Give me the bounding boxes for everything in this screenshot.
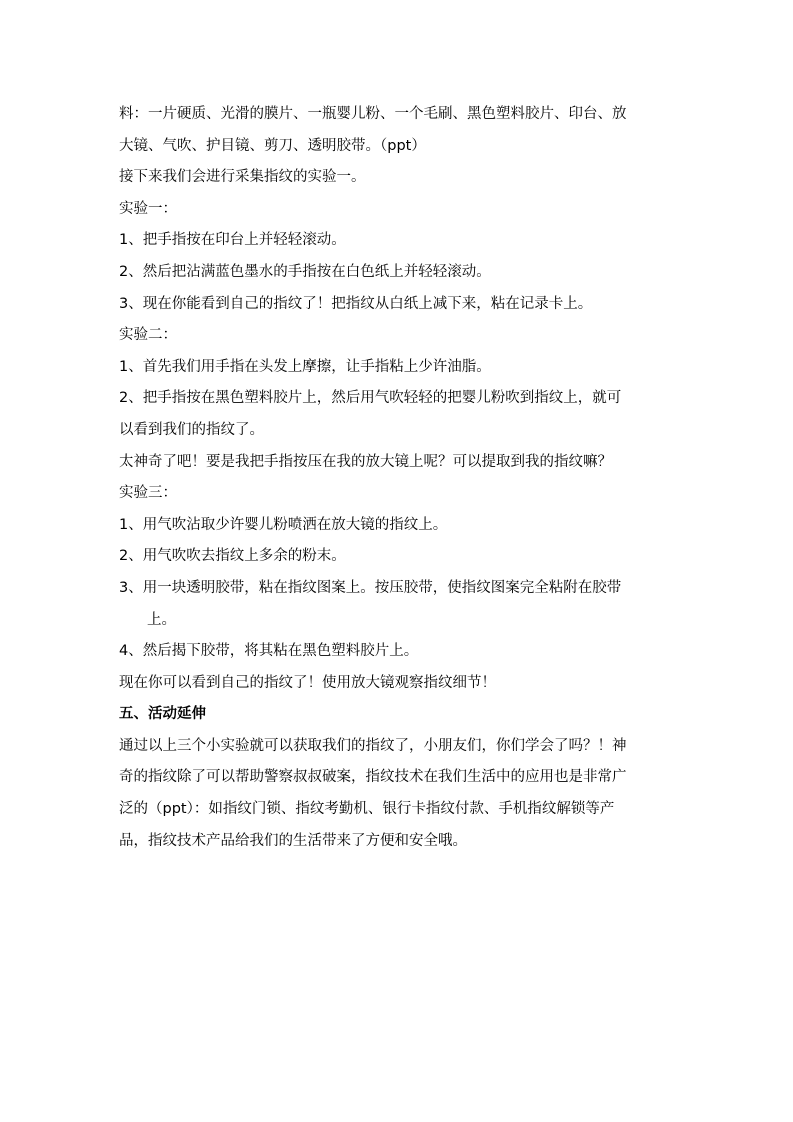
- list-item: 1、把手指按在印台上并轻轻滚动。: [119, 232, 346, 249]
- list-item: 3、现在你能看到自己的指纹了！把指纹从白纸上减下来，粘在记录卡上。: [119, 295, 593, 312]
- list-item: 2、用气吹吹去指纹上多余的粉末。: [119, 548, 346, 565]
- list-item: 1、首先我们用手指在头发上摩擦，让手指粘上少许油脂。: [119, 358, 491, 375]
- section-heading: 五、活动延伸: [119, 706, 206, 723]
- paragraph-line: 大镜、气吹、护目镜、剪刀、透明胶带。（ppt）: [119, 137, 426, 154]
- list-item-continuation: 上。: [147, 611, 176, 628]
- document-body: [119, 99, 679, 857]
- paragraph-line: 接下来我们会进行采集指纹的实验一。: [119, 169, 366, 186]
- list-item-continuation: 以看到我们的指纹了。: [119, 421, 264, 438]
- paragraph-line: 泛的（ppt）：如指纹门锁、指纹考勤机、银行卡指纹付款、手机指纹解锁等产: [119, 801, 615, 818]
- paragraph-line: 料：一片硬质、光滑的膜片、一瓶婴儿粉、一个毛刷、黑色塑料胶片、印台、放: [119, 106, 627, 122]
- list-item: 2、然后把沾满蓝色墨水的手指按在白色纸上并轻轻滚动。: [119, 263, 491, 280]
- paragraph-line: 通过以上三个小实验就可以获取我们的指纹了，小朋友们，你们学会了吗？！神: [119, 737, 627, 754]
- paragraph-line: 太神奇了吧！要是我把手指按压在我的放大镜上呢？可以提取到我的指纹嘛？: [119, 453, 612, 470]
- section-label: 实验三：: [119, 485, 177, 502]
- list-item: 2、把手指按在黑色塑料胶片上，然后用气吹轻轻的把婴儿粉吹到指纹上，就可: [119, 390, 622, 407]
- list-item: 4、然后揭下胶带，将其粘在黑色塑料胶片上。: [119, 643, 419, 660]
- paragraph-line: 奇的指纹除了可以帮助警察叔叔破案，指纹技术在我们生活中的应用也是非常广: [119, 769, 627, 786]
- list-item: 1、用气吹沾取少许婴儿粉喷洒在放大镜的指纹上。: [119, 516, 448, 533]
- list-item: 3、用一块透明胶带，粘在指纹图案上。按压胶带，使指纹图案完全粘附在胶带: [119, 579, 622, 596]
- paragraph-line: 现在你可以看到自己的指纹了！使用放大镜观察指纹细节！: [119, 674, 496, 691]
- paragraph-line: 品，指纹技术产品给我们的生活带来了方便和安全哦。: [119, 832, 467, 849]
- section-label: 实验二：: [119, 327, 177, 344]
- section-label: 实验一：: [119, 200, 177, 217]
